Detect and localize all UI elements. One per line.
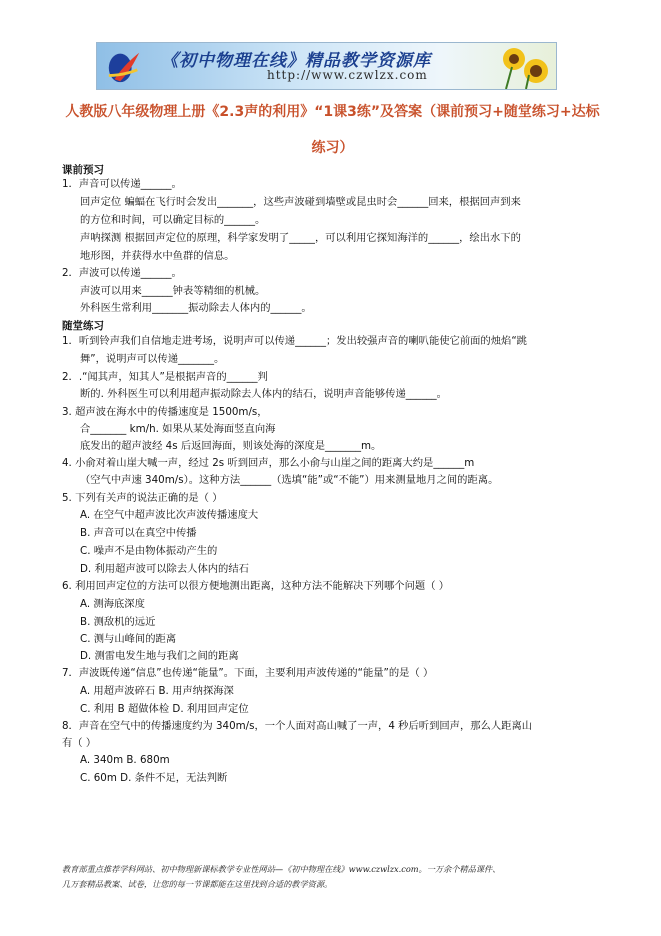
pre-study-line: 外科医生常利用_______振动除去人体内的______。 [80,302,312,314]
practice-line: A. 340m B. 680m [80,754,170,766]
practice-line: 7．声波既传递“信息”也传递“能量”。下面，主要利用声波传递的“能量”的是（ ） [62,667,434,679]
practice-line: 3. 超声波在海水中的传播速度是 1500m/s， [62,406,268,418]
practice-line: D. 利用超声波可以除去人体内的结石 [80,563,249,575]
sunflower-icon [496,45,550,89]
practice-line: 合_______ km/h. 如果从某处海面竖直向海 [80,423,276,435]
practice-line: C. 利用 B 超做体检 D. 利用回声定位 [80,703,249,715]
pre-study-line: 2．声波可以传递______。 [62,267,182,279]
practice-line: C. 60m D. 条件不足，无法判断 [80,772,228,784]
pre-study-line: 1．声音可以传递______。 [62,178,182,190]
footer-line: 教育部重点推荐学科网站、初中物理新课标教学专业性网站—《初中物理在线》www.czwlzx.com。一万余个精品课件、 [62,864,501,874]
practice-line: （空气中声速 340m/s）。这种方法______（选填“能”或“不能”）用来测量地月之间的距离。 [80,474,499,486]
practice-line: 舞”，说明声可以传递_______。 [80,353,225,365]
practice-line: 1．听到铃声我们自信地走进考场，说明声可以传递______；发出较强声音的喇叭能使它前面的烛焰“跳 [62,335,527,347]
pre-study-line: 地形图，并获得水中鱼群的信息。 [80,250,235,262]
site-logo-icon [105,47,143,85]
page-footer [62,862,602,892]
pre-study-line: 回声定位 蝙蝠在飞行时会发出_______，这些声波碰到墙壁或昆虫时会______回来，根据回声到来 [80,196,521,208]
section-heading-practice: 随堂练习 [62,320,104,332]
pre-study-line: 声呐探测 根据回声定位的原理，科学家发明了_____，可以利用它探知海洋的______，绘出水下的 [80,232,521,244]
practice-line: 6. 利用回声定位的方法可以很方便地测出距离，这种方法不能解决下列哪个问题（ ） [62,580,450,592]
footer-line: 几万套精品教案、试卷，让您的每一节课都能在这里找到合适的教学资源。 [62,879,333,889]
practice-line: 4. 小俞对着山崖大喊一声，经过 2s 听到回声，那么小俞与山崖之间的距离大约是______m [62,457,475,469]
practice-line: C. 测与山峰间的距离 [80,633,177,645]
practice-line: 8．声音在空气中的传播速度约为 340m/s，一个人面对高山喊了一声，4 秒后听到回声，那么人距离山 [62,720,533,732]
practice-line: 5. 下列有关声的说法正确的是（ ） [62,492,223,504]
practice-line: A. 测海底深度 [80,598,145,610]
practice-line: 底发出的超声波经 4s 后返回海面，则该处海的深度是_______m。 [80,440,382,452]
practice-line: 断的. 外科医生可以利用超声振动除去人体内的结石，说明声音能够传递______。 [80,388,447,400]
banner-url[interactable]: http://www.czwlzx.com [267,68,428,82]
pre-study-line: 声波可以用来______钟表等精细的机械。 [80,285,266,297]
section-heading-pre-study: 课前预习 [62,164,104,176]
practice-line: C. 噪声不是由物体振动产生的 [80,545,218,557]
practice-line: 有（ ） [62,737,97,749]
pre-study-line: 的方位和时间，可以确定目标的______。 [80,214,266,226]
practice-line: 2．.“闻其声，知其人”是根据声音的______判 [62,371,268,383]
document-title: 人教版八年级物理上册《2.3声的利用》“1课3练”及答案（课前预习+随堂练习+达标练习） [65,104,600,156]
practice-line: A. 在空气中超声波比次声波传播速度大 [80,509,259,521]
practice-line: B. 测敌机的远近 [80,616,156,628]
practice-line: D. 测雷电发生地与我们之间的距离 [80,650,239,662]
practice-line: A. 用超声波碎石 B. 用声纳探海深 [80,685,234,697]
banner-title: 《初中物理在线》精品教学资源库 [161,51,431,71]
site-banner[interactable] [96,42,557,90]
practice-line: B. 声音可以在真空中传播 [80,527,197,539]
